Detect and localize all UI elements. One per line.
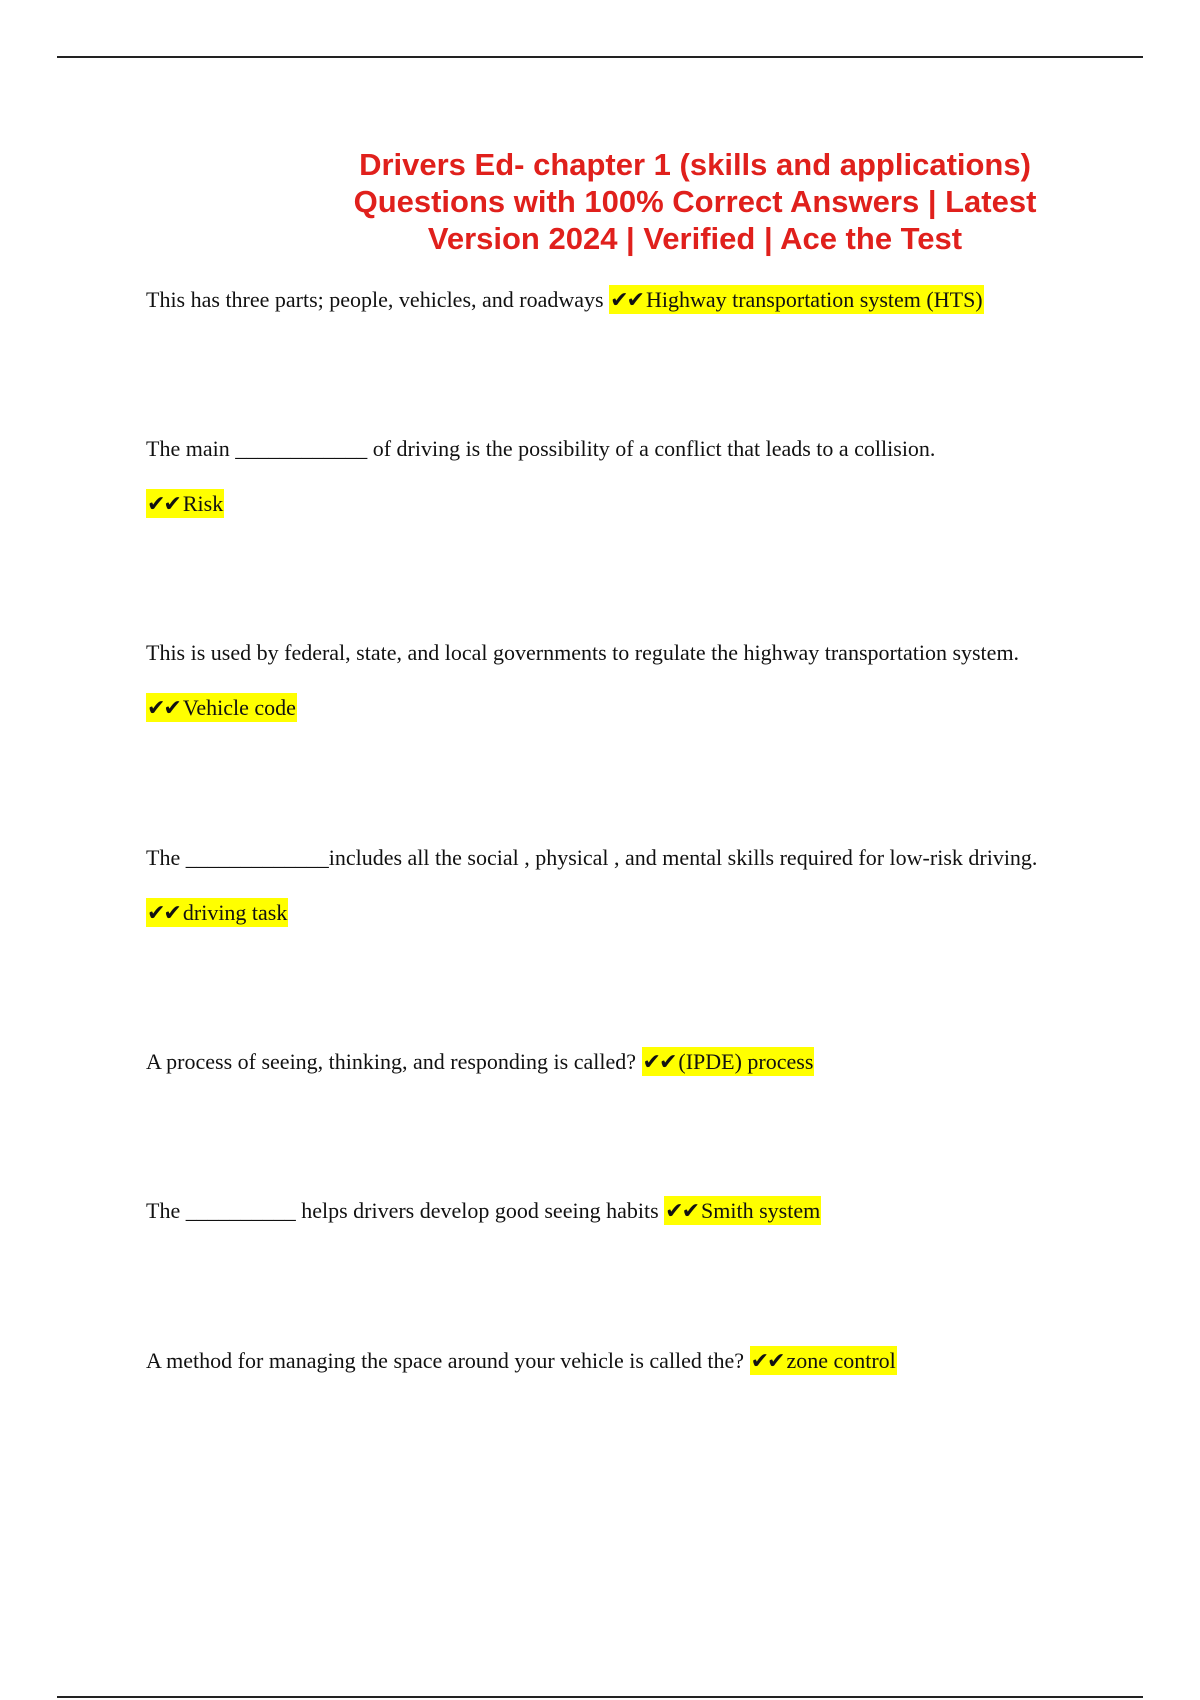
- answer-highlight: [146, 489, 224, 518]
- title-line-2: Questions with 100% Correct Answers | Latest: [353, 184, 1037, 219]
- bottom-divider: [57, 1696, 1143, 1698]
- check-icon: ✔✔: [147, 491, 180, 516]
- answer-highlight: [750, 1346, 897, 1375]
- qa-item-3: [146, 625, 1066, 735]
- answer-text: driving task: [182, 900, 288, 925]
- answer-text: Vehicle code: [182, 695, 296, 720]
- document-title: [320, 146, 1070, 257]
- answer-text: (IPDE) process: [678, 1049, 814, 1074]
- title-line-1: Drivers Ed- chapter 1 (skills and applications): [359, 147, 1031, 182]
- check-icon: ✔✔: [750, 1348, 784, 1373]
- answer-highlight: [642, 1047, 815, 1076]
- question-text: The __________ helps drivers develop good seeing habits: [146, 1198, 659, 1223]
- title-line-3: Version 2024 | Verified | Ace the Test: [427, 221, 963, 256]
- answer-highlight: [146, 693, 297, 722]
- qa-item-7: [146, 1333, 1066, 1388]
- answer-highlight: [664, 1196, 821, 1225]
- answer-text: Highway transportation system (HTS): [645, 287, 983, 312]
- check-icon: ✔✔: [610, 287, 643, 312]
- answer-highlight: [609, 285, 984, 314]
- question-text: This has three parts; people, vehicles, and roadways: [146, 287, 604, 312]
- answer-text: zone control: [786, 1348, 896, 1373]
- answer-text: Smith system: [701, 1198, 821, 1223]
- answer-highlight: [146, 898, 288, 927]
- answer-text: Risk: [182, 491, 224, 516]
- qa-item-5: [146, 1034, 1066, 1089]
- top-divider: [57, 56, 1143, 58]
- check-icon: ✔✔: [147, 695, 180, 720]
- check-icon: ✔✔: [147, 900, 180, 925]
- qa-item-2: [146, 421, 1066, 531]
- question-text: A process of seeing, thinking, and responding is called?: [146, 1049, 637, 1074]
- qa-item-1: [146, 272, 1066, 327]
- question-text: A method for managing the space around your vehicle is called the?: [146, 1348, 745, 1373]
- question-text: The main ____________ of driving is the possibility of a conflict that leads to a collision.: [146, 436, 936, 461]
- question-text: This is used by federal, state, and local governments to regulate the highway transportation system.: [146, 640, 1020, 665]
- qa-item-6: [146, 1183, 1066, 1238]
- check-icon: ✔✔: [642, 1049, 676, 1074]
- question-text: The _____________includes all the social , physical , and mental skills required for low-risk driving.: [146, 845, 1038, 870]
- qa-item-4: [146, 830, 1066, 940]
- check-icon: ✔✔: [665, 1198, 699, 1223]
